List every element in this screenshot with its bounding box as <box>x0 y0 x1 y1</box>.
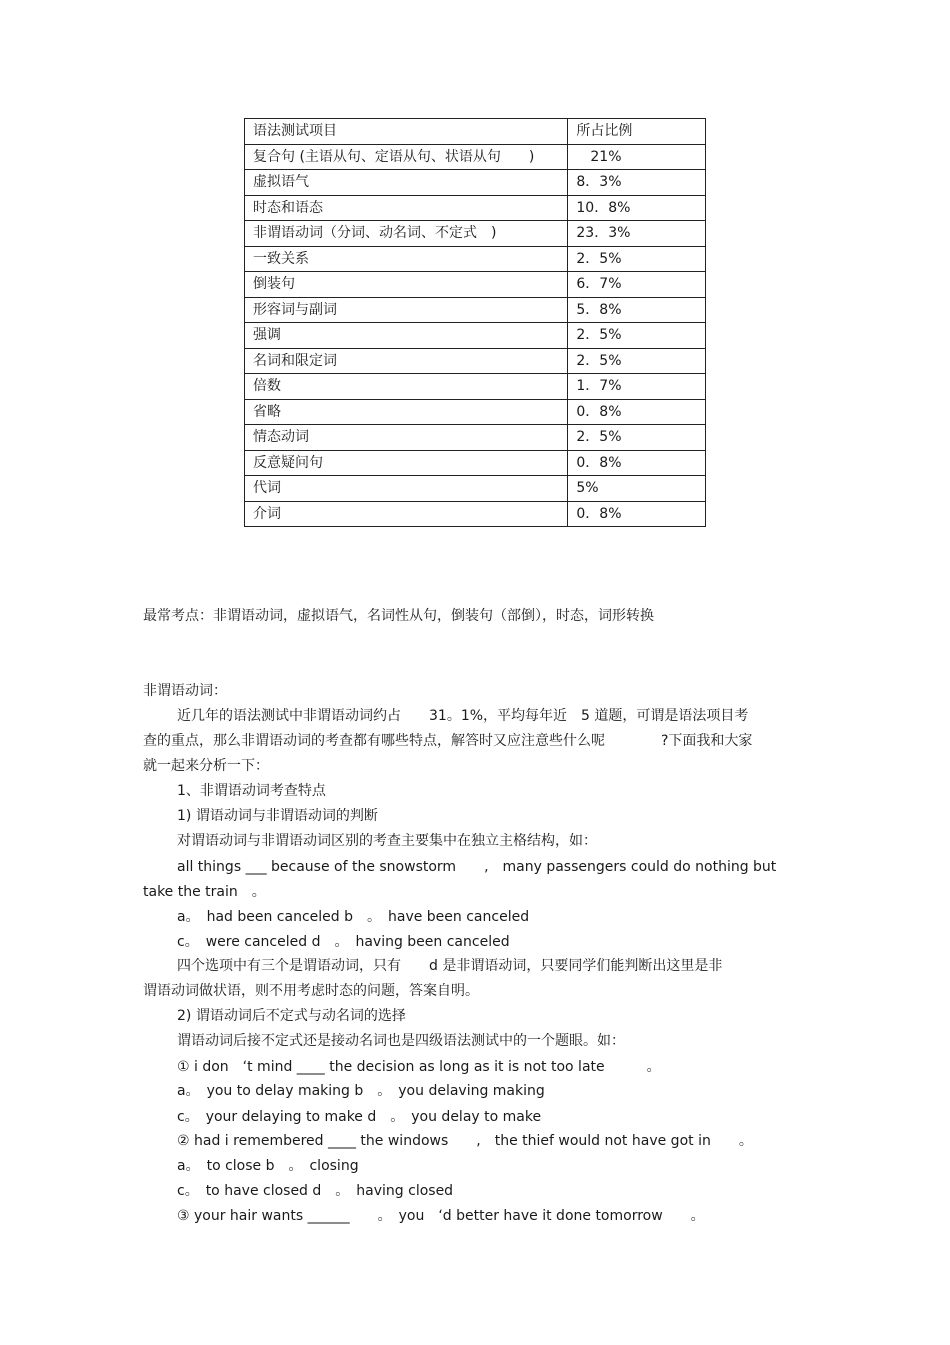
option-line: a。 to close b 。 closing <box>177 1158 359 1174</box>
table-row <box>245 399 706 425</box>
table-row <box>245 501 706 527</box>
ratio-cell: 10．8% <box>568 195 706 221</box>
question-line: ① i don ‘t mind ____ the decision as long as it is not too late 。 <box>177 1059 661 1075</box>
table-row <box>245 297 706 323</box>
grammar-item-cell: 情态动词 <box>245 425 568 451</box>
grammar-item-cell: 时态和语态 <box>245 195 568 221</box>
intro-line: 查的重点，那么非谓语动词的考查都有哪些特点，解答时又应注意些什么呢 ?下面我和大家 <box>143 733 753 749</box>
paragraph-line: 对谓语动词与非谓语动词区别的考查主要集中在独立主格结构，如： <box>177 833 597 849</box>
table-row <box>245 348 706 374</box>
grammar-item-cell: 虚拟语气 <box>245 170 568 196</box>
grammar-item-cell: 强调 <box>245 323 568 349</box>
grammar-item-cell: 一致关系 <box>245 246 568 272</box>
option-line: a。 you to delay making b 。 you delaving making <box>177 1083 545 1099</box>
table-row <box>245 476 706 502</box>
table-row <box>245 425 706 451</box>
table-row <box>245 195 706 221</box>
paragraph-line: 谓语动词做状语，则不用考虑时态的问题，答案自明。 <box>143 983 479 999</box>
question-line: take the train 。 <box>143 884 266 900</box>
ratio-cell: 23．3% <box>568 221 706 247</box>
ratio-cell: 8．3% <box>568 170 706 196</box>
grammar-item-cell: 代词 <box>245 476 568 502</box>
table-row <box>245 272 706 298</box>
table-header-row <box>245 119 706 145</box>
table-row <box>245 170 706 196</box>
grammar-item-cell: 反意疑问句 <box>245 450 568 476</box>
table-row <box>245 221 706 247</box>
table-row <box>245 246 706 272</box>
table-row <box>245 374 706 400</box>
grammar-item-cell: 倒装句 <box>245 272 568 298</box>
table-body <box>245 119 706 527</box>
question-line: ③ your hair wants ______ 。 you ‘d better have it done tomorrow 。 <box>177 1208 705 1224</box>
ratio-cell: 5% <box>568 476 706 502</box>
question-line: ② had i remembered ____ the windows , the thief would not have got in 。 <box>177 1133 753 1149</box>
option-line: c。 were canceled d 。 having been canceled <box>177 934 510 950</box>
ratio-cell: 1．7% <box>568 374 706 400</box>
grammar-item-cell: 介词 <box>245 501 568 527</box>
ratio-cell: 0．8% <box>568 450 706 476</box>
ratio-cell: 2．5% <box>568 246 706 272</box>
ratio-cell: 21% <box>568 144 706 170</box>
table-row <box>245 450 706 476</box>
grammar-item-cell: 形容词与副词 <box>245 297 568 323</box>
ratio-cell: 6．7% <box>568 272 706 298</box>
ratio-cell: 5．8% <box>568 297 706 323</box>
question-line: all things ___ because of the snowstorm , many passengers could do nothing but <box>177 859 777 875</box>
ratio-cell: 0．8% <box>568 399 706 425</box>
header-cell-item: 语法测试项目 <box>245 119 568 145</box>
ratio-cell: 2．5% <box>568 348 706 374</box>
ratio-cell: 2．5% <box>568 425 706 451</box>
common-points-text: 最常考点：非谓语动词，虚拟语气，名词性从句，倒装句（部倒），时态，词形转换 <box>143 608 654 624</box>
table-row <box>245 144 706 170</box>
grammar-item-cell: 非谓语动词（分词、动名词、不定式 ) <box>245 221 568 247</box>
intro-line: 近几年的语法测试中非谓语动词约占 31。1%，平均每年近 5 道题，可谓是语法项目考 <box>177 708 749 724</box>
grammar-item-cell: 复合句 (主语从句、定语从句、状语从句 ) <box>245 144 568 170</box>
grammar-ratio-table <box>244 118 706 527</box>
ratio-cell: 2．5% <box>568 323 706 349</box>
option-line: a。 had been canceled b 。 have been canceled <box>177 909 530 925</box>
subsection-heading: 1、非谓语动词考查特点 <box>177 783 326 799</box>
grammar-item-cell: 名词和限定词 <box>245 348 568 374</box>
subsection-title: 1) 谓语动词与非谓语动词的判断 <box>177 808 378 824</box>
grammar-item-cell: 省略 <box>245 399 568 425</box>
option-line: c。 to have closed d 。 having closed <box>177 1183 454 1199</box>
intro-line: 就一起来分析一下： <box>143 758 269 774</box>
section-title: 非谓语动词： <box>143 683 227 699</box>
subsection-title: 2) 谓语动词后不定式与动名词的选择 <box>177 1008 406 1024</box>
header-cell-ratio: 所占比例 <box>568 119 706 145</box>
table-row <box>245 323 706 349</box>
option-line: c。 your delaying to make d 。 you delay to make <box>177 1109 542 1125</box>
paragraph-line: 谓语动词后接不定式还是接动名词也是四级语法测试中的一个题眼。如： <box>177 1033 625 1049</box>
grammar-item-cell: 倍数 <box>245 374 568 400</box>
paragraph-line: 四个选项中有三个是谓语动词，只有 d 是非谓语动词，只要同学们能判断出这里是非 <box>177 958 723 974</box>
ratio-cell: 0．8% <box>568 501 706 527</box>
